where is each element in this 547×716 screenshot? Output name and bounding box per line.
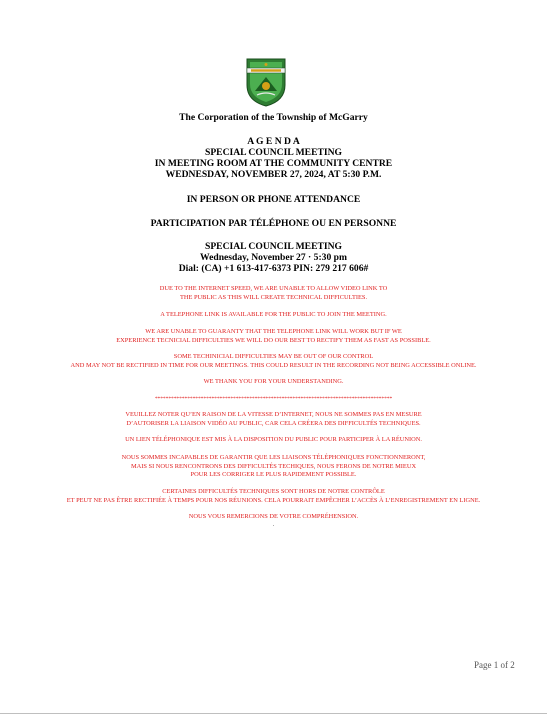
trailing-dot: .	[272, 522, 275, 528]
page-number: Page 1 of 2	[474, 660, 515, 670]
meeting-type: SPECIAL COUNCIL MEETING	[204, 147, 342, 158]
meeting-date-time: WEDNESDAY, NOVEMBER 27, 2024, AT 5:30 P.M.	[165, 169, 382, 180]
call-dial-info: Dial: (CA) +1 613-417-6373 PIN: 279 217 606#	[178, 263, 369, 274]
attendance-english: IN PERSON OR PHONE ATTENDANCE	[186, 194, 361, 205]
notice-fr-difficulties: CERTAINES DIFFICULTÉS TECHNIQUES SONT HORS DE NOTRE CONTRÔLE ET PEUT NE PAS ÊTRE RECTIFIÉE À TEMPS POUR NOS RÉUNIONS. CELA POURRAIT EMPÊCHER L’ACCÈS À L’ENREGISTREMENT EN LIGNE.	[66, 488, 481, 504]
notice-fr-guarantee: NOUS SOMMES INCAPABLES DE GARANTIR QUE LES LIAISONS TÉLÉPHONIQUES FONCTIONNERONT, MAIS SI NOUS RENCONTRONS DES DIFFICULTÉS TECHIQUES, NOUS FERONS DE NOTRE MIEUX POUR LES CORRIGER LE PLUS RAPIDEMENT POSSIBLE.	[121, 454, 426, 479]
notice-en-telephone: A TELEPHONE LINK IS AVAILABLE FOR THE PUBLIC TO JOIN THE MEETING.	[160, 311, 387, 318]
page-bottom-border	[0, 713, 547, 714]
notice-en-internet: DUE TO THE INTERNET SPEED, WE ARE UNABLE TO ALLOW VIDEO LINK TO THE PUBLIC AS THIS WILL CREATE TECHNICAL DIFFICULTIES.	[159, 285, 388, 301]
separator-line: ****************************************************************************************	[154, 396, 393, 402]
notice-fr-telephone: UN LIEN TÉLÉPHONIQUE EST MIS À LA DISPOSITION DU PUBLIC POUR PARTICIPER À LA RÉUNION.	[125, 436, 422, 443]
call-when: Wednesday, November 27 · 5:30 pm	[200, 252, 347, 263]
township-crest-icon	[243, 55, 289, 107]
agenda-title: A G E N D A	[247, 136, 300, 147]
call-title: SPECIAL COUNCIL MEETING	[204, 241, 342, 252]
meeting-location: IN MEETING ROOM AT THE COMMUNITY CENTRE	[154, 158, 393, 169]
corporation-name: The Corporation of the Township of McGarry	[179, 112, 368, 123]
notice-en-thanks: WE THANK YOU FOR YOUR UNDERSTANDING.	[203, 378, 344, 385]
notice-en-difficulties: SOME TECHINICIAL DIFFICULTIES MAY BE OUT OF OUR CONTROL AND MAY NOT BE RECTIFIED IN TIME FOR OUR MEETINGS. THIS COULD RESULT IN THE RECORDING NOT BEING ACCESSIBLE ONLINE.	[70, 353, 477, 369]
attendance-french: PARTICIPATION PAR TÉLÉPHONE OU EN PERSONNE	[150, 218, 397, 229]
notice-fr-thanks: NOUS VOUS REMERCIONS DE VOTRE COMPRÉHENSION.	[188, 513, 359, 520]
notice-en-guaranty: WE ARE UNABLE TO GUARANTY THAT THE TELEPHONE LINK WILL WORK BUT IF WE EXPERIENCE TECNICIAL DIFFICULTIES WE WILL DO OUR BEST TO RECTIFY THEM AS FAST AS POSSIBLE.	[116, 328, 431, 344]
notice-fr-internet: VEUILLEZ NOTER QU’EN RAISON DE LA VITESSE D’INTERNET, NOUS NE SOMMES PAS EN MESURE D’AUTORISER LA LIAISON VIDÉO AU PUBLIC, CAR CELA CRÉERA DES DIFFICULTÉS TECHNIQUES.	[125, 411, 422, 427]
